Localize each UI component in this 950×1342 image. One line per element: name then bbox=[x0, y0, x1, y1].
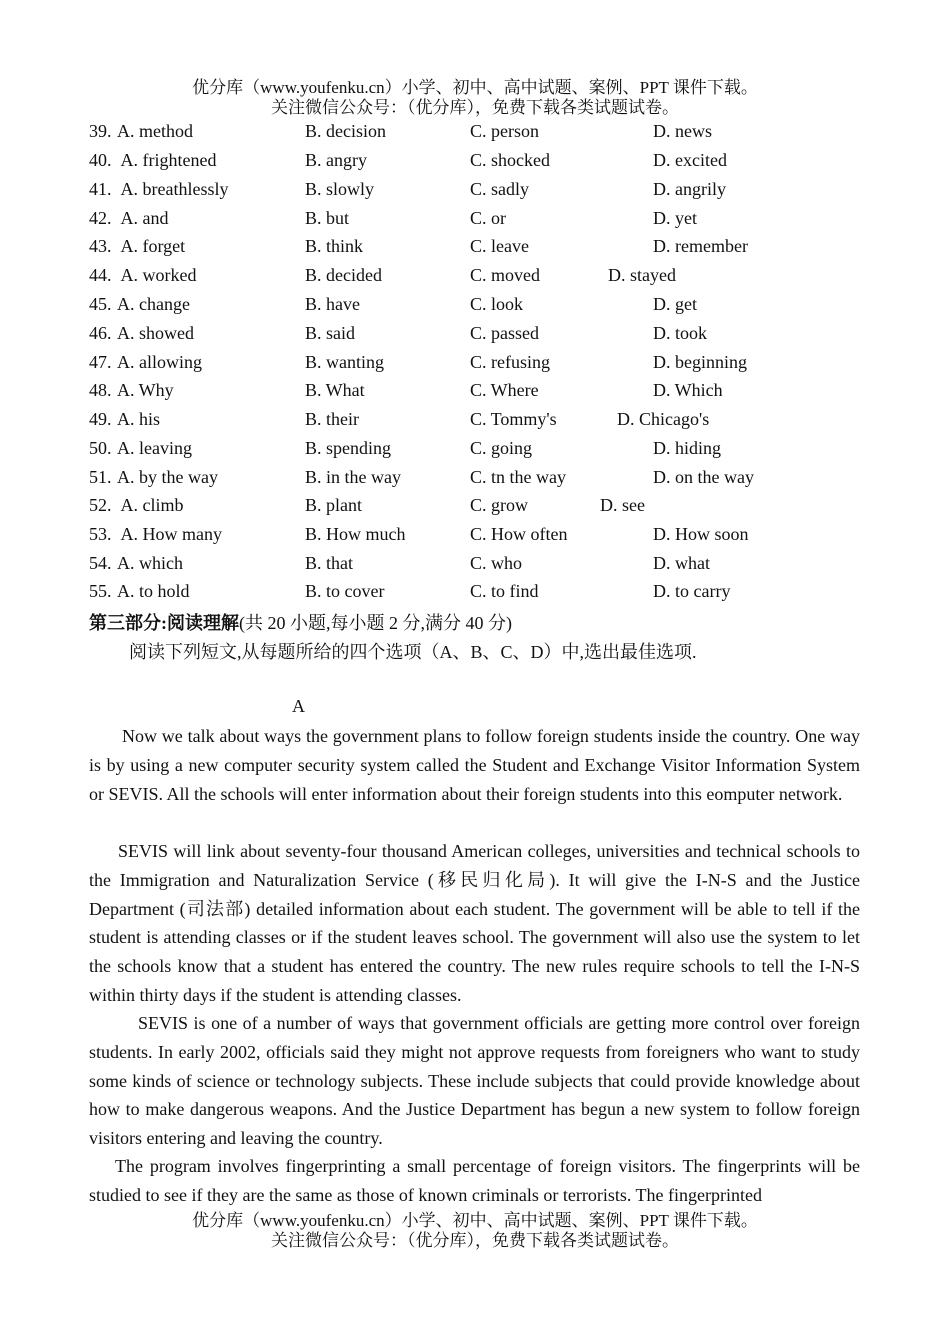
question-row bbox=[0, 467, 950, 496]
option-b: B. decision bbox=[305, 121, 386, 141]
option-a: A. change bbox=[117, 294, 190, 314]
passage-paragraph-3: SEVIS is one of a number of ways that government officials are getting more control over foreign students. In early 2002, officials said they might not approve requests from foreigners who want to study some kinds of science or technology subjects. These include subjects that could provide knowledge about how to make dangerous weapons. And the Justice Department has begun a new system to follow foreign visitors entering and leaving the country. bbox=[89, 1013, 860, 1149]
option-a: A. by the way bbox=[117, 467, 218, 487]
option-d: D. angrily bbox=[653, 179, 726, 199]
option-d: D. hiding bbox=[653, 438, 722, 458]
question-number: 53. bbox=[89, 524, 112, 544]
option-a: A. Why bbox=[117, 380, 174, 400]
option-a: A. forget bbox=[117, 236, 186, 256]
option-c: C. sadly bbox=[470, 179, 530, 199]
option-b: B. in the way bbox=[305, 467, 401, 487]
option-b: B. but bbox=[305, 208, 350, 228]
option-a: A. which bbox=[117, 553, 183, 573]
option-d: D. How soon bbox=[653, 524, 749, 544]
question-number: 49. bbox=[89, 409, 112, 429]
option-d: D. get bbox=[653, 294, 697, 314]
question-row bbox=[0, 150, 950, 179]
option-b: B. spending bbox=[305, 438, 392, 458]
section-instructions: 阅读下列短文,从每题所给的四个选项（A、B、C、D）中,选出最佳选项. bbox=[129, 642, 697, 662]
question-row bbox=[0, 294, 950, 323]
header-line-1: 优分库（www.youfenku.cn）小学、初中、高中试题、案例、PPT 课件下载。 bbox=[192, 78, 758, 97]
option-b: B. angry bbox=[305, 150, 367, 170]
question-number: 51. bbox=[89, 467, 112, 487]
question-row bbox=[0, 524, 950, 553]
option-d: D. excited bbox=[653, 150, 727, 170]
option-a: A. How many bbox=[117, 524, 222, 544]
option-c: C. Tommy's bbox=[470, 409, 557, 429]
option-b: B. to cover bbox=[305, 581, 385, 601]
question-number: 41. bbox=[89, 179, 112, 199]
question-number: 43. bbox=[89, 236, 112, 256]
option-a: A. climb bbox=[117, 495, 184, 515]
question-row bbox=[0, 236, 950, 265]
option-a: A. to hold bbox=[117, 581, 190, 601]
question-row bbox=[0, 553, 950, 582]
option-d: D. to carry bbox=[653, 581, 731, 601]
option-b: B. slowly bbox=[305, 179, 375, 199]
option-b: B. decided bbox=[305, 265, 382, 285]
question-number: 52. bbox=[89, 495, 112, 515]
option-a: A. leaving bbox=[117, 438, 192, 458]
question-number: 39. bbox=[89, 121, 112, 141]
option-c: C. who bbox=[470, 553, 523, 573]
question-number: 45. bbox=[89, 294, 112, 314]
option-c: C. to find bbox=[470, 581, 539, 601]
option-b: B. plant bbox=[305, 495, 362, 515]
option-d: D. what bbox=[653, 553, 710, 573]
option-d: D. Which bbox=[653, 380, 723, 400]
footer-line-2: 关注微信公众号：（优分库），免费下载各类试题试卷。 bbox=[271, 1231, 679, 1250]
section-title: 第三部分:阅读理解 bbox=[89, 613, 239, 633]
option-c: C. look bbox=[470, 294, 524, 314]
option-d: D. see bbox=[600, 495, 645, 515]
section-note: (共 20 小题,每小题 2 分,满分 40 分) bbox=[239, 613, 512, 633]
question-row bbox=[0, 179, 950, 208]
page-header bbox=[0, 78, 950, 118]
question-number: 48. bbox=[89, 380, 112, 400]
question-row bbox=[0, 121, 950, 150]
option-d: D. remember bbox=[653, 236, 748, 256]
option-c: C. person bbox=[470, 121, 539, 141]
question-row bbox=[0, 380, 950, 409]
question-number: 50. bbox=[89, 438, 112, 458]
question-row bbox=[0, 323, 950, 352]
option-d: D. yet bbox=[653, 208, 697, 228]
question-row bbox=[0, 409, 950, 438]
option-b: B. have bbox=[305, 294, 360, 314]
passage-paragraph-2: SEVIS will link about seventy-four thousand American colleges, universities and technical schools to the Immigration and Naturalization Service (移民归化局). It will give the I-N-S and the Justice Department (司法部) detailed information about each student. The government will be able to tell if the student is attending classes or if the student leaves school. The government will also use the system to let the schools know that a student has entered the country. The new rules require schools to tell the I-N-S within thirty days if the student is attending classes. bbox=[89, 841, 860, 1005]
question-row bbox=[0, 495, 950, 524]
option-c: C. shocked bbox=[470, 150, 550, 170]
option-c: C. refusing bbox=[470, 352, 550, 372]
option-a: A. worked bbox=[117, 265, 197, 285]
option-c: C. How often bbox=[470, 524, 568, 544]
option-d: D. on the way bbox=[653, 467, 754, 487]
passage-title: A bbox=[292, 696, 305, 716]
question-number: 47. bbox=[89, 352, 112, 372]
question-number: 42. bbox=[89, 208, 112, 228]
question-row bbox=[0, 352, 950, 381]
option-a: A. his bbox=[117, 409, 161, 429]
page-footer bbox=[0, 1211, 950, 1251]
question-row bbox=[0, 438, 950, 467]
option-a: A. method bbox=[117, 121, 193, 141]
header-line-2: 关注微信公众号：（优分库），免费下载各类试题试卷。 bbox=[271, 98, 679, 117]
question-number: 55. bbox=[89, 581, 112, 601]
option-a: A. and bbox=[117, 208, 169, 228]
option-d: D. stayed bbox=[608, 265, 676, 285]
question-row bbox=[0, 265, 950, 294]
option-a: A. allowing bbox=[117, 352, 202, 372]
option-a: A. breathlessly bbox=[117, 179, 229, 199]
option-b: B. said bbox=[305, 323, 356, 343]
option-b: B. How much bbox=[305, 524, 406, 544]
option-c: C. moved bbox=[470, 265, 540, 285]
question-row bbox=[0, 581, 950, 610]
option-b: B. What bbox=[305, 380, 365, 400]
option-b: B. that bbox=[305, 553, 353, 573]
option-b: B. their bbox=[305, 409, 359, 429]
option-c: C. or bbox=[470, 208, 506, 228]
option-d: D. took bbox=[653, 323, 707, 343]
question-number: 40. bbox=[89, 150, 112, 170]
option-c: C. passed bbox=[470, 323, 539, 343]
passage-paragraph-4: The program involves fingerprinting a small percentage of foreign visitors. The fingerprints will be studied to see if they are the same as those of known criminals or terrorists. The fingerprinted bbox=[89, 1156, 860, 1205]
option-c: C. Where bbox=[470, 380, 539, 400]
passage-paragraph-1: Now we talk about ways the government plans to follow foreign students inside the country. One way is by using a new computer security system called the Student and Exchange Visitor Information System or SEVIS. All the schools will enter information about their foreign students into this eomputer network. bbox=[89, 726, 860, 804]
option-c: C. tn the way bbox=[470, 467, 566, 487]
option-d: D. news bbox=[653, 121, 712, 141]
option-a: A. showed bbox=[117, 323, 194, 343]
option-d: D. beginning bbox=[653, 352, 747, 372]
question-number: 54. bbox=[89, 553, 112, 573]
section-heading bbox=[89, 609, 512, 635]
question-number: 46. bbox=[89, 323, 112, 343]
option-d: D. Chicago's bbox=[617, 409, 710, 429]
option-a: A. frightened bbox=[117, 150, 217, 170]
option-c: C. leave bbox=[470, 236, 529, 256]
footer-line-1: 优分库（www.youfenku.cn）小学、初中、高中试题、案例、PPT 课件下载。 bbox=[192, 1211, 758, 1230]
option-b: B. think bbox=[305, 236, 364, 256]
option-c: C. going bbox=[470, 438, 533, 458]
option-b: B. wanting bbox=[305, 352, 384, 372]
question-row bbox=[0, 208, 950, 237]
option-c: C. grow bbox=[470, 495, 528, 515]
question-number: 44. bbox=[89, 265, 112, 285]
